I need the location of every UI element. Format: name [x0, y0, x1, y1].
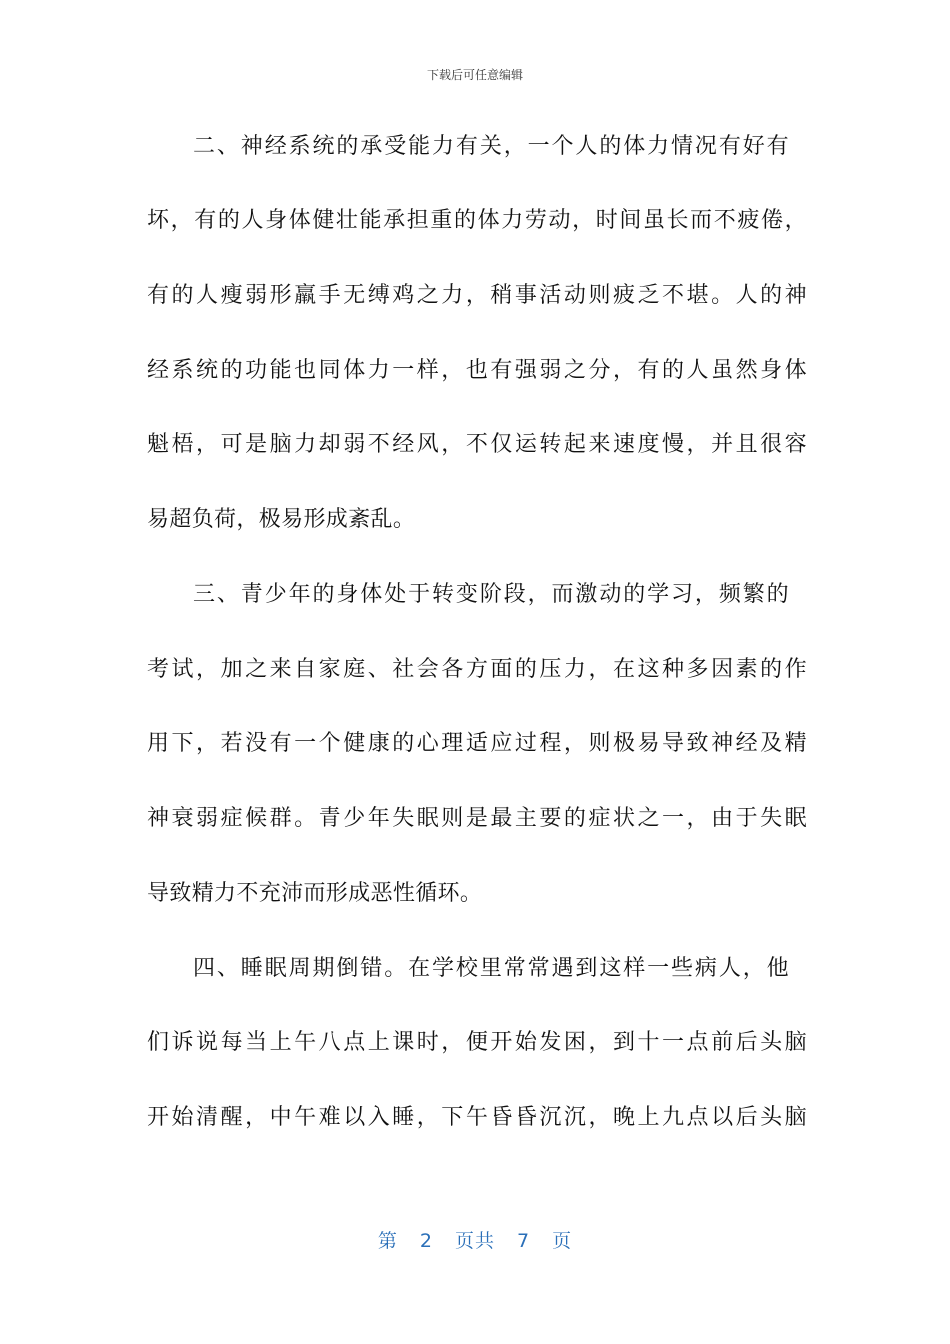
paragraph-1-line-3: 有的人瘦弱形羸手无缚鸡之力，稍事活动则疲乏不堪。人的神: [147, 283, 807, 308]
paragraph-1-line-1: 二、神经系统的承受能力有关，一个人的体力情况有好有: [193, 134, 789, 159]
paragraph-3-line-1: 四、睡眠周期倒错。在学校里常常遇到这样一些病人，他: [193, 956, 789, 981]
paragraph-2-line-2: 考试，加之来自家庭、社会各方面的压力，在这种多因素的作: [147, 657, 807, 682]
footer-page-label: 第: [377, 1230, 398, 1252]
paragraph-2-line-5: 导致精力不充沛而形成恶性循环。: [147, 881, 483, 906]
footer-current-page: 2: [419, 1230, 433, 1252]
paragraph-1-line-5: 魁梧，可是脑力却弱不经风，不仅运转起来速度慢，并且很容: [147, 432, 807, 457]
paragraph-3-line-3: 开始清醒，中午难以入睡，下午昏昏沉沉，晚上九点以后头脑: [147, 1105, 807, 1130]
footer-middle-label: 页共: [454, 1230, 495, 1252]
page-footer: [0, 1226, 950, 1253]
paragraph-2-line-1: 三、青少年的身体处于转变阶段，而激动的学习，频繁的: [193, 582, 789, 607]
paragraph-1-line-4: 经系统的功能也同体力一样，也有强弱之分，有的人虽然身体: [147, 358, 807, 383]
footer-total-pages: 7: [517, 1230, 531, 1252]
paragraph-1-line-6: 易超负荷，极易形成紊乱。: [147, 507, 416, 532]
paragraph-1-line-2: 坏，有的人身体健壮能承担重的体力劳动，时间虽长而不疲倦，: [147, 208, 807, 233]
footer-end-label: 页: [552, 1230, 573, 1252]
paragraph-2-line-3: 用下，若没有一个健康的心理适应过程，则极易导致神经及精: [147, 731, 807, 756]
paragraph-3-line-2: 们诉说每当上午八点上课时，便开始发困，到十一点前后头脑: [147, 1030, 807, 1055]
page-header: 下载后可任意编辑: [426, 68, 523, 82]
paragraph-2-line-4: 神衰弱症候群。青少年失眠则是最主要的症状之一，由于失眠: [147, 806, 807, 831]
